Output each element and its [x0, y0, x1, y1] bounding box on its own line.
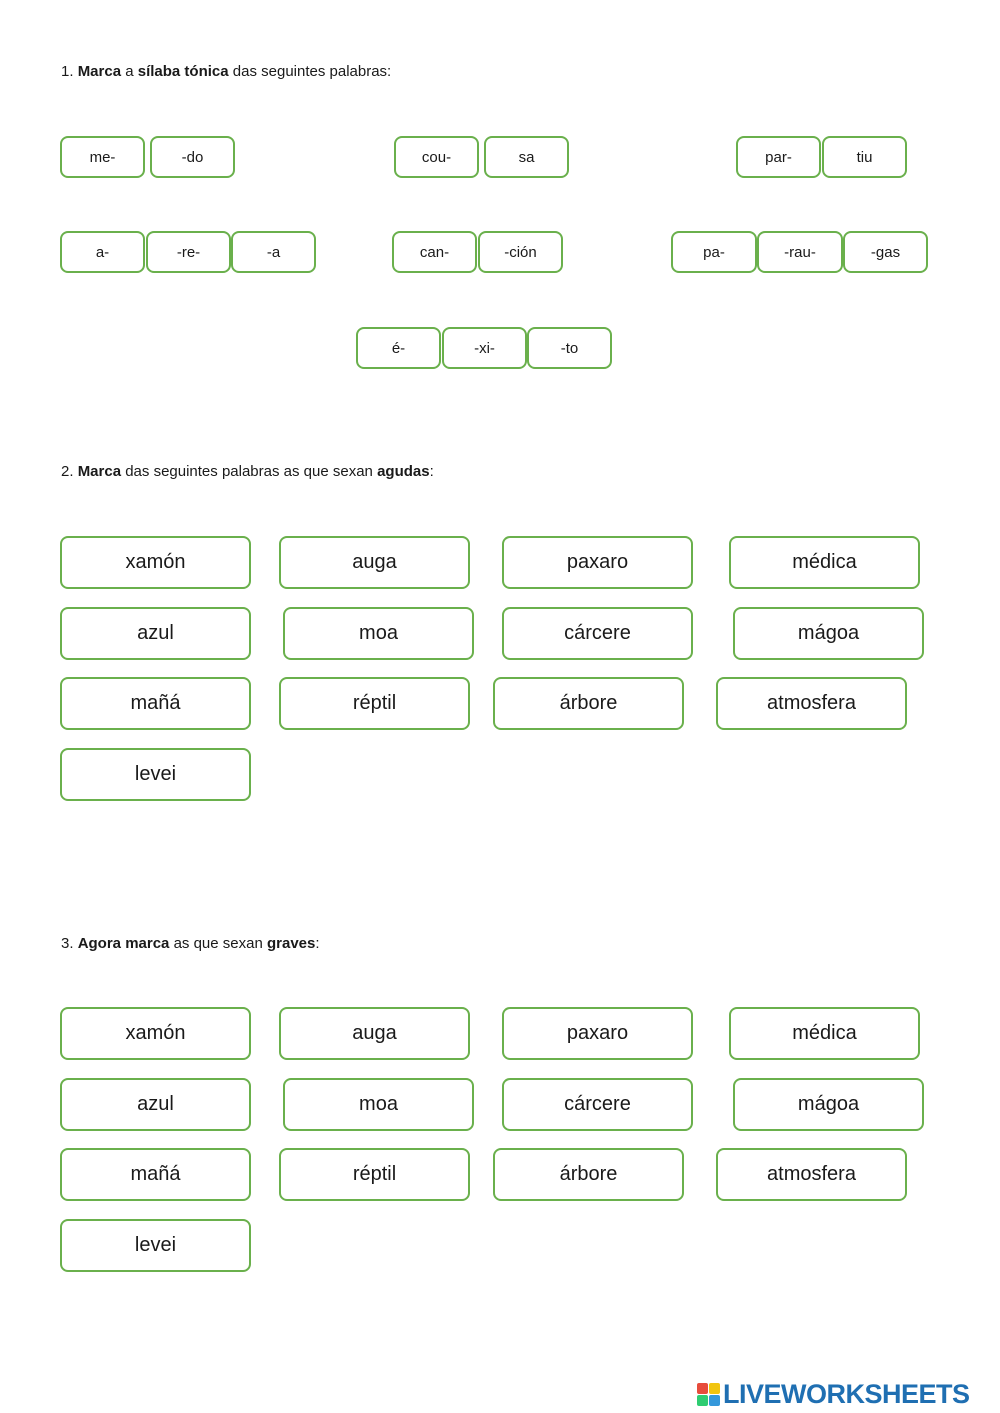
liveworksheets-logo-icon [697, 1383, 720, 1406]
word-option[interactable]: paxaro [502, 1007, 693, 1060]
word-option[interactable]: auga [279, 536, 470, 589]
word-option[interactable]: atmosfera [716, 1148, 907, 1201]
syllable-box[interactable]: can- [392, 231, 477, 273]
syllable-box[interactable]: sa [484, 136, 569, 178]
word-option[interactable]: azul [60, 1078, 251, 1131]
word-option[interactable]: árbore [493, 677, 684, 730]
word-option[interactable]: réptil [279, 677, 470, 730]
syllable-box[interactable]: a- [60, 231, 145, 273]
word-option[interactable]: mágoa [733, 607, 924, 660]
syllable-box[interactable]: -rau- [757, 231, 843, 273]
word-option[interactable]: mañá [60, 1148, 251, 1201]
logo-text: LIVEWORKSHEETS [723, 1378, 970, 1409]
word-option[interactable]: levei [60, 748, 251, 801]
syllable-box[interactable]: -do [150, 136, 235, 178]
word-option[interactable]: árbore [493, 1148, 684, 1201]
word-option[interactable]: azul [60, 607, 251, 660]
syllable-box[interactable]: tiu [822, 136, 907, 178]
word-option[interactable]: atmosfera [716, 677, 907, 730]
word-option[interactable]: auga [279, 1007, 470, 1060]
word-option[interactable]: xamón [60, 1007, 251, 1060]
word-option[interactable]: paxaro [502, 536, 693, 589]
word-option[interactable]: mágoa [733, 1078, 924, 1131]
word-option[interactable]: xamón [60, 536, 251, 589]
syllable-box[interactable]: cou- [394, 136, 479, 178]
q3-instruction: 3. Agora marca as que sexan graves: [61, 935, 320, 952]
word-option[interactable]: moa [283, 607, 474, 660]
q1-instruction: 1. Marca a sílaba tónica das seguintes palabras: [61, 63, 392, 80]
liveworksheets-logo[interactable] [697, 1378, 970, 1410]
word-option[interactable]: médica [729, 536, 920, 589]
syllable-box[interactable]: -ción [478, 231, 563, 273]
word-option[interactable]: mañá [60, 677, 251, 730]
q2-instruction: 2. Marca das seguintes palabras as que sexan agudas: [61, 463, 434, 480]
syllable-box[interactable]: -gas [843, 231, 928, 273]
syllable-box[interactable]: -re- [146, 231, 231, 273]
syllable-box[interactable]: -xi- [442, 327, 527, 369]
word-option[interactable]: moa [283, 1078, 474, 1131]
syllable-box[interactable]: é- [356, 327, 441, 369]
word-option[interactable]: réptil [279, 1148, 470, 1201]
syllable-box[interactable]: -to [527, 327, 612, 369]
syllable-box[interactable]: pa- [671, 231, 757, 273]
word-option[interactable]: cárcere [502, 1078, 693, 1131]
syllable-box[interactable]: me- [60, 136, 145, 178]
word-option[interactable]: médica [729, 1007, 920, 1060]
word-option[interactable]: levei [60, 1219, 251, 1272]
word-option[interactable]: cárcere [502, 607, 693, 660]
syllable-box[interactable]: -a [231, 231, 316, 273]
syllable-box[interactable]: par- [736, 136, 821, 178]
